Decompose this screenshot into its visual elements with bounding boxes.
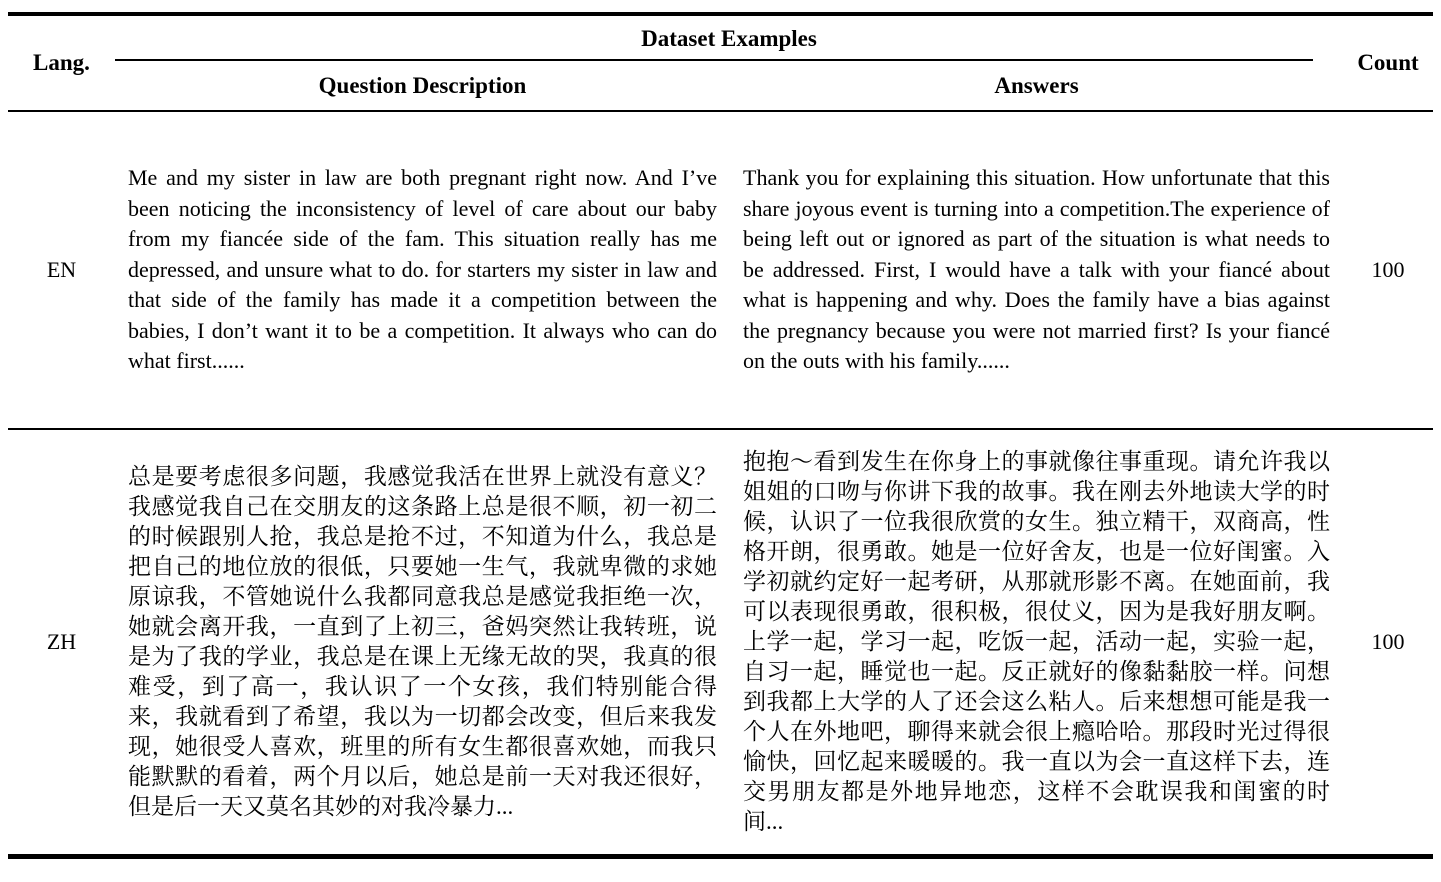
- answer-text-en: Thank you for explaining this situation. How unfortunate that this share joyous event is turning into a competition.The experience of being left out or ignored as part of the situation is what needs to be addressed. First, I would have a talk with your fiancé about what is happening and why. Does the family have a bias against the pregnancy because you were not married first? Is your fiancé on the outs with his family......: [730, 111, 1343, 429]
- dataset-examples-table: [8, 12, 1433, 859]
- answer-text-zh: 抱抱～看到发生在你身上的事就像往事重现。请允许我以姐姐的口吻与你讲下我的故事。我在刚去外地读大学的时候，认识了一位我很欣赏的女生。独立精干，双商高，性格开朗，很勇敢。她是一位好舍友，也是一位好闺蜜。入学初就约定好一起考研，从那就形影不离。在她面前，我可以表现很勇敢，很积极，很仗义，因为是我好朋友啊。上学一起，学习一起，吃饭一起，活动一起，实验一起，自习一起，睡觉也一起。反正就好的像黏黏胶一样。问想到我都上大学的人了还会这么粘人。后来想想可能是我一个人在外地吧，聊得来就会很上瘾哈哈。那段时光过得很愉快，回忆起来暖暖的。我一直以为会一直这样下去，连交男朋友都是外地异地恋，这样不会耽误我和闺蜜的时间...: [743, 448, 1330, 834]
- table-row-zh: [8, 429, 1433, 856]
- column-header-dataset-examples: Dataset Examples: [115, 14, 1343, 61]
- column-header-lang: Lang.: [8, 14, 115, 111]
- table-row-en: [8, 111, 1433, 429]
- header-row-top: [8, 14, 1433, 61]
- question-description-zh: 总是要考虑很多问题，我感觉我活在世界上就没有意义？我感觉我自己在交朋友的这条路上总是很不顺，初一初二的时候跟别人抢，我总是抢不过，不知道为什么，我总是把自己的地位放的很低，只要她一生气，我就卑微的求她原谅我，不管她说什么我都同意我总是感觉我拒绝一次，她就会离开我，一直到了上初三，爸妈突然让我转班，说是为了我的学业，我总是在课上无缘无故的哭，我真的很难受，到了高一，我认识了一个女孩，我们特别能合得来，我就看到了希望，我以为一切都会改变，但后来我发现，她很受人喜欢，班里的所有女生都很喜欢她，而我只能默默的看着，两个月以后，她总是前一天对我还很好，但是后一天又莫名其妙的对我冷暴力...: [128, 463, 717, 819]
- count-value-zh: 100: [1371, 628, 1405, 654]
- lang-label-zh: ZH: [46, 628, 77, 654]
- column-header-answers: Answers: [730, 61, 1343, 111]
- header-row-sub: [8, 61, 1433, 111]
- question-description-en: Me and my sister in law are both pregnant right now. And I’ve been noticing the inconsistency of level of care about our baby from my fiancée side of the fam. This situation really has me depressed, and unsure what to do. for starters my sister in law and that side of the family has made it a competition between the babies, I don’t want it to be a competition. It always who can do what first......: [115, 111, 730, 429]
- column-header-question-description: Question Description: [115, 61, 730, 111]
- count-value-en: 100: [1343, 111, 1433, 429]
- lang-label-en: EN: [8, 111, 115, 429]
- column-header-count: Count: [1343, 14, 1433, 111]
